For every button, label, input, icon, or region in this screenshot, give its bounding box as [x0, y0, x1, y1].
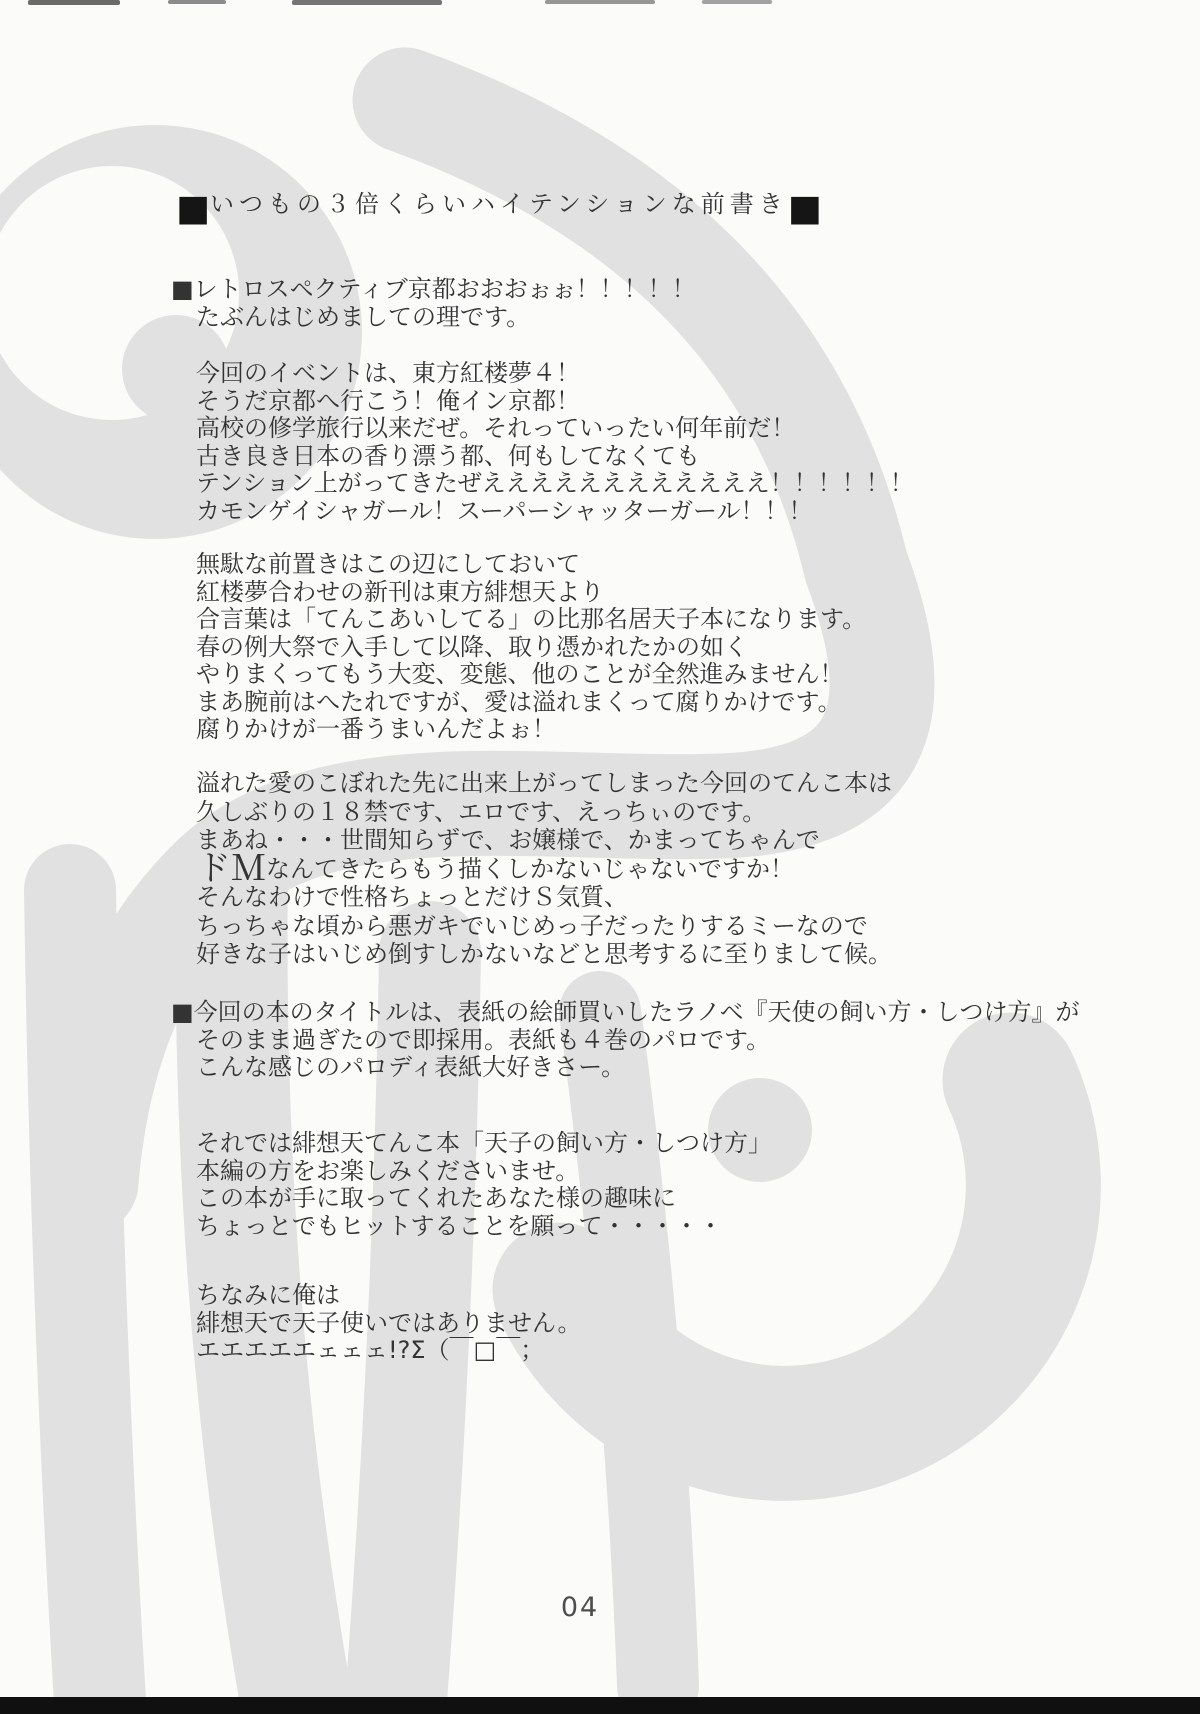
text-line: 春の例大祭で入手して以降、取り憑かれたかの如く — [196, 632, 748, 661]
text-line: ■レトロスペクティブ京都おおおぉぉ！！！！！ — [171, 275, 696, 303]
text-line: 緋想天で天子使いではありません。 — [196, 1308, 582, 1337]
text-line: 高校の修学旅行以来だぜ。それっていったい何年前だ！ — [196, 414, 796, 442]
text-segment: なんてきたらもう描くしかないじゃないですか！ — [266, 854, 795, 883]
text-line: 久しぶりの１８禁です、エロです、えっちぃのです。 — [196, 797, 767, 826]
text-line: 本編の方をお楽しみくださいませ。 — [196, 1156, 580, 1185]
text-line: 腐りかけが一番うまいんだよぉ！ — [196, 715, 556, 743]
text-line: 合言葉は「てんこあいしてる」の比那名居天子本になります。 — [196, 605, 867, 633]
foreword-title-text: いつもの３倍くらいハイテンションな前書き — [210, 190, 788, 218]
text-line: たぶんはじめましての理です。 — [196, 302, 531, 331]
paragraph-ps — [196, 1282, 581, 1365]
text-line: まあね・・・世間知らずで、お嬢様で、かまってちゃんで — [196, 826, 820, 854]
foreword-title — [176, 184, 822, 229]
text-line: 紅楼夢合わせの新刊は東方緋想天より — [196, 577, 604, 606]
paragraph-closing — [196, 1130, 772, 1240]
text-line: まあ腕前はへたれですが、愛は溢れまくって腐りかけです。 — [196, 687, 842, 716]
text-line: やりまくってもう大変、変態、他のことが全然進みません！ — [196, 660, 844, 688]
text-line: そうだ京都へ行こう！俺イン京都！ — [196, 386, 580, 415]
paragraph-book-intro — [196, 551, 866, 744]
text-line: そんなわけで性格ちょっとだけＳ気質、 — [196, 883, 628, 911]
text-line: 好きな子はいじめ倒すしかないなどと思考するに至りまして候。 — [196, 940, 892, 968]
text-line: 古き良き日本の香り漂う都、何もしてなくても — [196, 441, 700, 470]
paragraph-greeting — [171, 275, 696, 331]
text-line: テンション上がってきたぜええええええええええええ！！！！！！ — [196, 469, 914, 497]
black-square-right: ■ — [787, 188, 822, 229]
page-number: 04 — [560, 1592, 600, 1623]
text-line: ちっちゃな頃から悪ガキでいじめっ子だったりするミーなので — [196, 911, 868, 940]
text-line: この本が手に取ってくれたあなた様の趣味に — [196, 1184, 676, 1212]
text-line: 溢れた愛のこぼれた先に出来上がってしまった今回のてんこ本は — [196, 769, 892, 797]
text-line: エエエエエェェェ!?Σ（￣□￣； — [196, 1336, 545, 1364]
paragraph-event — [196, 360, 914, 525]
text-line: ちなみに俺は — [196, 1281, 340, 1309]
text-line: カモンゲイシャガール！スーパーシャッターガール！！！ — [196, 496, 813, 525]
text-line: こんな感じのパロディ表紙大好きさー。 — [196, 1053, 626, 1081]
text-line: ちょっとでもヒットすることを願って・・・・・ — [196, 1211, 723, 1240]
text-line: それでは緋想天てんこ本「天子の飼い方・しつけ方」 — [196, 1129, 772, 1157]
paragraph-title-origin — [171, 998, 1080, 1082]
emphasized-text: ドＭ — [196, 848, 267, 889]
text-line: 今回のイベントは、東方紅楼夢４！ — [196, 359, 580, 387]
text-line: そのまま過ぎたので即採用。表紙も４巻のパロです。 — [196, 1025, 771, 1054]
black-square-left: ■ — [176, 188, 211, 229]
text-line: 無駄な前置きはこの辺にしておいて — [196, 550, 580, 578]
text-line: ■今回の本のタイトルは、表紙の絵師買いしたラノベ『天使の飼い方・しつけ方』が — [171, 998, 1080, 1026]
paragraph-love — [196, 769, 892, 969]
text-line — [196, 848, 892, 889]
